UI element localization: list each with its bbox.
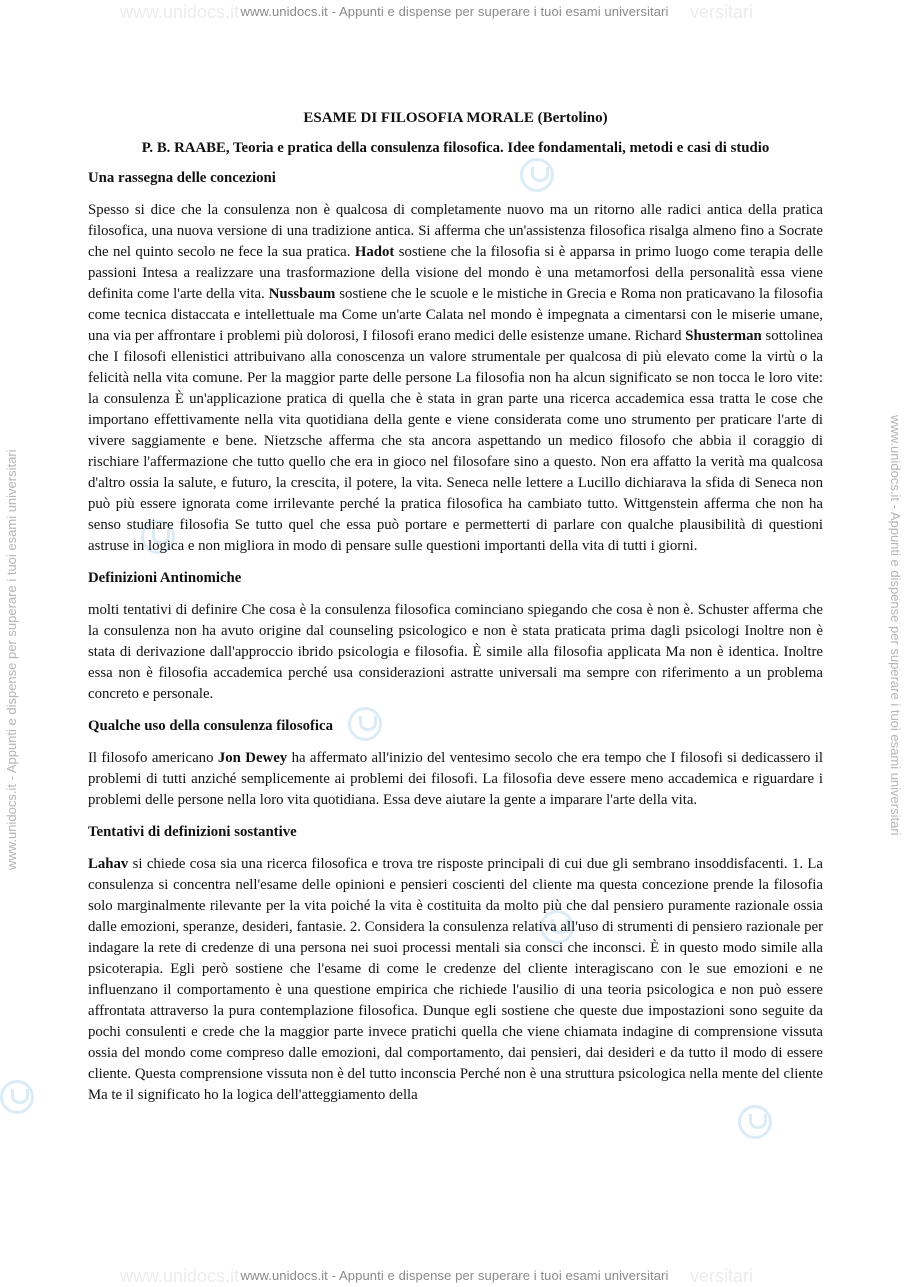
- document-body: [88, 108, 823, 1117]
- document-title: ESAME DI FILOSOFIA MORALE (Bertolino): [303, 110, 608, 126]
- watermark-ghost-text: versitari: [690, 2, 754, 22]
- section-heading: Definizioni Antinomiche: [88, 570, 242, 586]
- watermark-ghost-text: versitari: [690, 1266, 754, 1286]
- document-subtitle: P. B. RAABE, Teoria e pratica della consulenza filosofica. Idee fondamentali, metodi e casi di studio: [141, 140, 770, 156]
- bold-name: Lahav: [88, 856, 129, 872]
- bold-name: Hadot: [354, 244, 395, 260]
- watermark-ghost-text: www.unidocs.it: [120, 2, 240, 22]
- section-heading: Una rassegna delle concezioni: [88, 170, 276, 186]
- section-paragraph: molti tentativi di definire Che cosa è la consulenza filosofica cominciano spiegando che cosa è non è. Schuster afferma che la consulenza non ha avuto origine dal counseling psicologico e non è stata praticata prima dagli psicologi Inoltre non è stata di derivazione dall'approccio ibrido psicologia e filosofia. È simile alla filosofia applicata Ma non è identica. Inoltre essa non è filosofia accademica perché usa considerazioni astratte universali ma sempre con riferimento a un problema concreto e personale.: [88, 602, 823, 702]
- watermark-logo-icon: [0, 1080, 34, 1114]
- section-paragraph: Spesso si dice che la consulenza non è qualcosa di completamente nuovo ma un ritorno alle radici antica della pratica filosofica, una nuova versione di una tradizione antica. Si afferma che un'assistenza filosofica risalga almeno fino a Socrate che nel quinto secolo ne fece la sua pratica. Hadot sostiene che la filosofia si è apparsa in primo luogo come terapia delle passioni Intesa a realizzare una trasformazione della visione del mondo è una metamorfosi della personalità essa viene definita come l'arte della vita. Nussbaum sostiene che le scuole e le mistiche in Grecia e Roma non praticavano la filosofia come tecnica distaccata e intellettuale ma Come un'arte Calata nel mondo è impegnata a cimentarsi con le miserie umane, una via per affrontare i problemi più dolorosi, I filosofi erano medici delle esistenze umane. Richard Shusterman sottolinea che I filosofi ellenistici attribuivano alla conoscenza un valore strumentale per qualcosa di più elevato come la virtù o la felicità nella vita comune. Per la maggior parte delle persone La filosofia non ha alcun significato se non tocca le loro vite: la consulenza È un'applicazione pratica di quella che è stata in gran parte una ricerca accademica essa tratta le cose che importano effettivamente nella vita quotidiana della gente e viene considerata come uno strumento per praticare l'arte di vivere saggiamente e bene. Nietzsche afferma che sta ancora aspettando un medico filosofo che abbia il coraggio di rischiare l'affermazione che tutto quello che era in gioco nel filosofare sino a questo. Non era affatto la verità ma qualcosa d'altro ossia la salute, e futuro, la crescita, il potere, la vita. Seneca nelle lettere a Lucillo dichiarava la sfida di Seneca non può più essere ignorata come irrilevante perché la pratica filosofica ha cambiato tutto. Wittgenstein afferma che non ha senso studiare filosofia Se tutto quel che essa può portare e permetterti di parlare con qualche plausibilità di questioni astruse in logica e non migliora in modo di pensare sulle questioni importanti della vita di tutti i giorni.: [88, 202, 823, 554]
- watermark-banner-top: www.unidocs.it - Appunti e dispense per superare i tuoi esami universitari: [240, 4, 669, 19]
- section-paragraph: Il filosofo americano Jon Dewey ha affermato all'inizio del ventesimo secolo che era tempo che I filosofi si dedicassero il problemi di tutti anziché semplicemente ai problemi dei filosofi. La filosofia deve essere meno accademica e riguardare i problemi delle persone nella loro vita quotidiana. Essa deve aiutare la gente a imparare l'arte della vita.: [88, 750, 823, 808]
- watermark-side-left: www.unidocs.it - Appunti e dispense per superare i tuoi esami universitari: [4, 449, 19, 870]
- section-heading: Tentativi di definizioni sostantive: [88, 824, 297, 840]
- bold-name: Jon Dewey: [217, 750, 288, 766]
- section-paragraph: Lahav si chiede cosa sia una ricerca filosofica e trova tre risposte principali di cui due gli sembrano insoddisfacenti. 1. La consulenza si concentra nell'esame delle opinioni e pensieri coscienti del cliente ma questa concezione prende la filosofia solo marginalmente rilevante per la vita poiché la vita è costituita da molto più che dal pensiero puramente razionale ossia dalle emozioni, speranze, desideri, fantasie. 2. Considera la consulenza relativa all'uso di strumenti di pensiero razionale per indagare la rete di credenze di una persona nei suoi processi mentali sia consci che inconsci. È in questo modo simile alla psicoterapia. Egli però sostiene che l'esame di come le credenze del cliente interagiscano con le sue emozioni e ne influenzano il comportamento è una questione empirica che richiede l'ausilio di una teoria psicologica e non può essere affrontata attraverso la pura contemplazione filosofica. Dunque egli sostiene che queste due impostazioni sono seguite da pochi consulenti e crede che la maggior parte invece pratichi quella che viene chiamata indagine di comprensione vissuta ossia del mondo come compreso dalle emozioni, dal comportamento, dai pensieri, dai desideri e da tutto il modo di essere cliente. Questa comprensione vissuta non è del tutto inconscia Perché non è una struttura psicologica nella mente del cliente Ma te il significato ho la logica dell'atteggiamento della: [88, 856, 823, 1103]
- watermark-side-right: www.unidocs.it - Appunti e dispense per superare i tuoi esami universitari: [888, 415, 903, 836]
- bold-name: Shusterman: [685, 328, 762, 344]
- watermark-banner-bottom: www.unidocs.it - Appunti e dispense per superare i tuoi esami universitari: [240, 1268, 669, 1283]
- watermark-ghost-text: www.unidocs.it: [120, 1266, 240, 1286]
- section-heading: Qualche uso della consulenza filosofica: [88, 718, 333, 734]
- bold-name: Nussbaum: [268, 286, 336, 302]
